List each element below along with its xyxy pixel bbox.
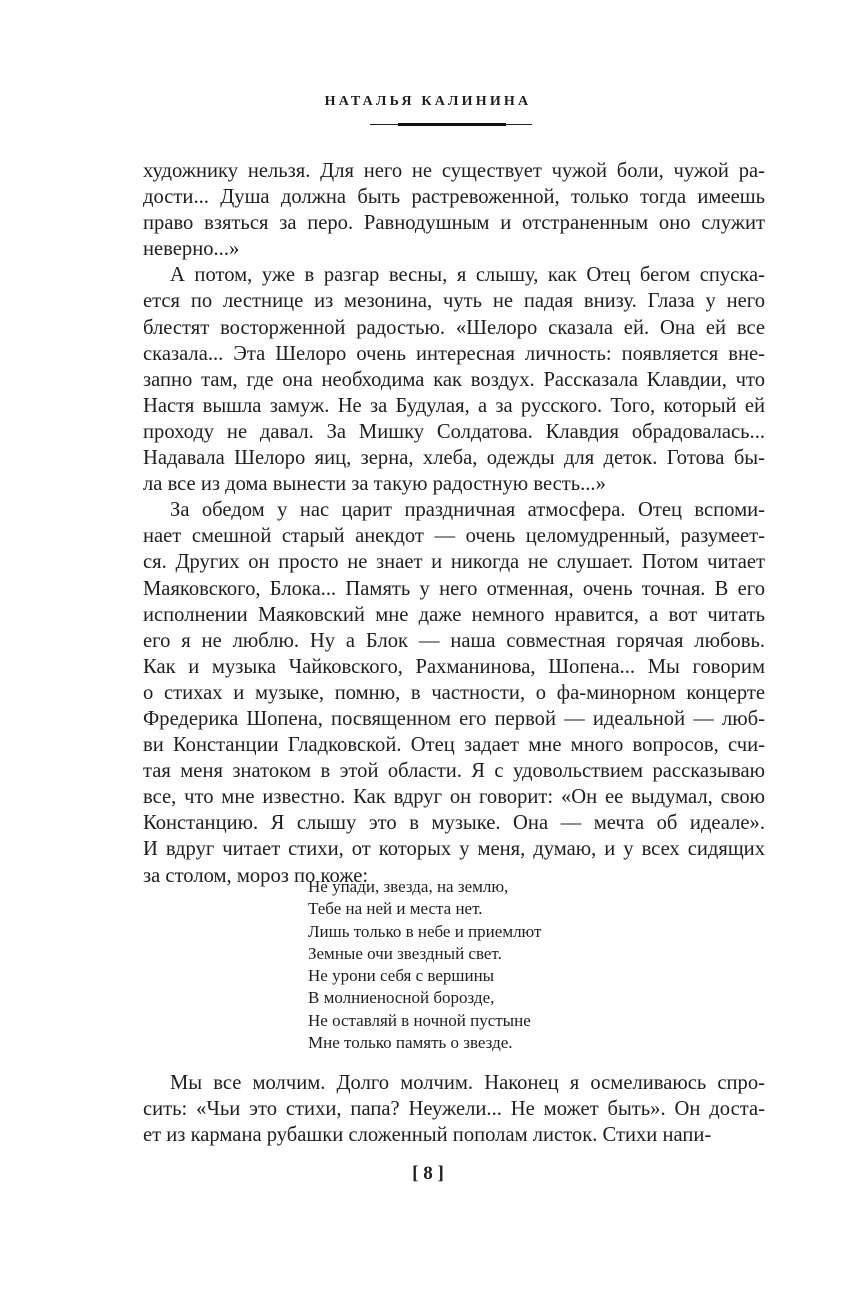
text-line: Маяковского, Блока... Память у него отменная, очень точная. В его (143, 577, 765, 600)
running-header: НАТАЛЬЯ КАЛИНИНА (324, 94, 532, 109)
page-number: [ 8 ] (412, 1163, 444, 1184)
text-line: Настя вышла замуж. Не за Будулая, а за русского. Того, который ей (143, 394, 765, 417)
text-line: ви Констанции Гладковской. Отец задает мне много вопросов, счи- (143, 734, 765, 757)
paragraph (143, 158, 765, 262)
header-rule-accent (398, 123, 506, 126)
text-line: проходу не давал. За Мишку Солдатова. Клавдия обрадовалась... (143, 420, 765, 443)
text-line: ется по лестнице из мезонина, чуть не падая внизу. Глаза у него (143, 290, 765, 313)
poem-line: Земные очи звездный свет. (308, 943, 502, 963)
text-line: нает смешной старый анекдот — очень целомудренный, разумеет- (143, 525, 765, 548)
text-line: его я не люблю. Ну а Блок — наша совместная горячая любовь. (143, 629, 765, 652)
text-line: исполнении Маяковский мне даже немного нравится, а вот читать (143, 603, 765, 626)
text-line: сить: «Чьи это стихи, папа? Неужели... Не может быть». Он доста- (143, 1098, 765, 1121)
text-line: все, что мне известно. Как вдруг он говорит: «Он ее выдумал, свою (143, 786, 765, 809)
paragraph (143, 497, 765, 888)
poem-line: Не упади, звезда, на землю, (308, 877, 509, 896)
poem-line: Тебе на ней и места нет. (308, 899, 483, 919)
text-line: о стихах и музыке, помню, в частности, о фа-минорном концерте (143, 681, 765, 704)
text-line: И вдруг читает стихи, от которых у меня, думаю, и у всех сидящих (143, 838, 765, 861)
poem-line: В молниеносной борозде, (308, 988, 495, 1008)
text-line: художнику нельзя. Для него не существует чужой боли, чужой ра- (143, 160, 765, 182)
poem-line: Не урони себя с вершины (308, 966, 495, 986)
paragraph (143, 1070, 765, 1148)
text-line: ся. Других он просто не знает и никогда не слушает. Потом читает (143, 551, 765, 574)
poem-line: Мне только память о звезде. (308, 1033, 513, 1053)
poem-line: Лишь только в небе и приемлют (308, 921, 542, 941)
text-line: за столом, мороз по коже: (143, 864, 369, 887)
text-line: За обедом у нас царит праздничная атмосфера. Отец вспоми- (170, 499, 765, 522)
text-line: Надавала Шелоро яиц, зерна, хлеба, одежды для деток. Готова бы- (143, 447, 765, 470)
text-line: Констанцию. Я слышу это в музыке. Она — мечта об идеале». (143, 812, 765, 835)
text-line: ла все из дома вынести за такую радостную весть...» (143, 473, 606, 496)
text-line: запно там, где она необходима как воздух. Рассказала Клавдии, что (143, 368, 765, 391)
text-line: тая меня знатоком в этой области. Я с удовольствием рассказываю (143, 760, 765, 783)
main-text (143, 158, 765, 889)
poem-line: Не оставляй в ночной пустыне (308, 1010, 531, 1030)
text-line: право взяться за перо. Равнодушным и отстраненным оно служит (143, 212, 765, 235)
text-line: Мы все молчим. Долго молчим. Наконец я осмеливаюсь спро- (170, 1072, 765, 1094)
text-line: ет из кармана рубашки сложенный пополам листок. Стихи напи- (143, 1124, 712, 1147)
closing-text (143, 1070, 765, 1148)
text-line: Фредерика Шопена, посвященном его первой — идеальной — люб- (143, 707, 765, 730)
paragraph (143, 262, 765, 497)
text-line: блестят восторженной радостью. «Шелоро сказала ей. Она ей все (143, 316, 765, 339)
text-line: дости... Душа должна быть растревоженной, только тогда имеешь (143, 186, 765, 209)
text-line: А потом, уже в разгар весны, я слышу, как Отец бегом спуска- (170, 264, 765, 287)
text-line: Как и музыка Чайковского, Рахманинова, Шопена... Мы говорим (143, 655, 765, 678)
text-line: неверно...» (143, 238, 240, 261)
poem (308, 876, 541, 1054)
text-line: сказала... Эта Шелоро очень интересная личность: появляется вне- (143, 342, 765, 365)
